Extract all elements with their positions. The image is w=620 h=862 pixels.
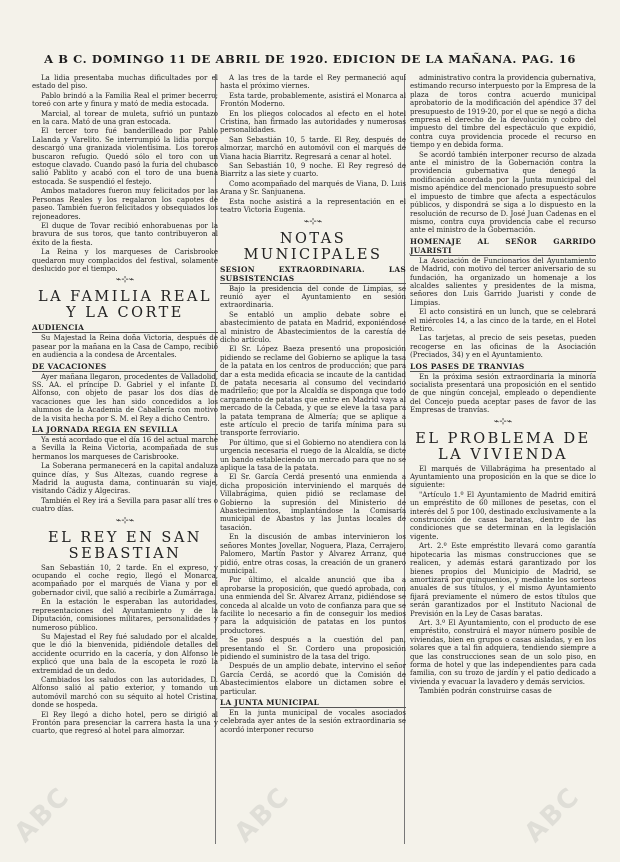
paragraph: Su Majestad el Rey fué saludado por el alcalde, que le dió la bienvenida, pidiéndole detalles del accidente ocurrido en la cacería, y don Alfonso le explicó que una bala de la escopeta le rozó la extremidad de un dedo. (32, 632, 218, 675)
watermark: ABC (8, 781, 77, 849)
paragraph: San Sebastián 10, 5 tarde. El Rey, después de almorzar, marchó en automóvil con el marqués de Viana hacia Biarritz. Regresará a cenar al hotel. (220, 135, 406, 161)
column-1 (32, 74, 218, 737)
paragraph: Art. 2.º Este empréstito llevará como garantía hipotecaria las mismas construcciones que se realicen, y además estará garantizado por los bienes propios del Municipio de Madrid, se amortizará por quinquenios, y mediante los sorteos anuales de sus títulos, y el mismo Ayuntamiento fijará previamente el número de estos títulos que serán garantizados por el Instituto Nacional de Previsión en la Ley de Casas baratas. (410, 542, 596, 618)
paragraph: Como acompañado del marqués de Viana, D. Luis Arana y Sr. Sanjuanena. (220, 179, 406, 197)
paragraph: Después de un amplio debate, intervino el señor García Cerdá, se acordó que la Comisión de Abastecimientos elabore un dictamen sobre el particular. (220, 662, 406, 696)
paragraph: Pablo brindó a la Familia Real el primer becerro; toreó con arte y finura y mató de media estocada. (32, 91, 218, 109)
paragraph: En la discusión de ambas intervinieron los señores Montes Jovellar, Noguera, Plaza, Cerrajero, Palomero, Martín Pastor y Alvarez Arranz, que pidió, entre otras cosas, la creación de un granero municipal. (220, 533, 406, 575)
paragraph: San Sebastián 10, 9 noche. El Rey regresó de Biarritz a las siete y cuarto. (220, 162, 406, 179)
paragraph: Por último, el alcalde anunció que iba a aprobarse la proposición, que quedó aprobada, con una enmienda del Sr. Alvarez Arranz, pidiéndose se conceda al alcalde un voto de confianza para que se facilite lo necesario a fin de conseguir los medios para la adquisición de patatas en los puntos productores. (220, 576, 406, 635)
subheading: LA JUNTA MUNICIPAL (220, 698, 406, 708)
paragraph: Bajo la presidencia del conde de Limpias, se reunió ayer el Ayuntamiento en sesión extraordinaria. (220, 284, 406, 310)
section-title: LA FAMILIA REAL Y LA CORTE (37, 289, 213, 322)
watermark: ABC (518, 781, 587, 849)
paragraph: El duque de Tovar recibió enhorabuenas por la bravura de sus toros, que tanto contribuyeron al éxito de la fiesta. (32, 221, 218, 247)
paragraph: Art. 3.º El Ayuntamiento, con el producto de ese empréstito, construirá el mayor número posible de viviendas, bien en grupos o casas aisladas, y en los solares que a tal fin adquiera, tendiendo siempre a que las construcciones sean de un solo piso, en forma de hotel y que las independientes para cada familia, con su trozo de jardín y el patio dedicado a vivienda y evacuar la lavadero y demás servicios. (410, 618, 596, 686)
paragraph: El tercer toro fué banderilleado por Pablo Lalanda y Varelito. Se interrumpió la lidia porque descargó una granizada violentísima. Los toreros buscaron refugio. Quedó sólo el toro con un estoque clavado. Cuando pasó la furia del chubasco salió Pablito y acabó con el toro de una buena estocada. Se suspendió el festejo. (32, 127, 218, 186)
paragraph: Se acordó también interponer recurso de alzada ante el ministro de la Gobernación contra la providencia gubernativa que denegó la modificación acordada por la Junta municipal del mismo apéndice del mencionado presupuesto sobre el impuesto de timbre que afecta a espectáculos públicos, y dispondrá se siga a lo dispuesto en la resolución de recurso de D. José Juan Cadenas en el mismo, contra cuya providencia cabe el recurso ante el ministro de la Gobernación. (410, 150, 596, 235)
paragraph: En la próxima sesión extraordinaria la minoría socialista presentará una proposición en el sentido de que ningún concejal, empleado o dependiente del Concejo pueda aceptar pases de favor de las Empresas de tranvías. (410, 372, 596, 415)
paragraph: El acto consistirá en un lunch, que se celebrará el miércoles 14, a las cinco de la tarde, en el Hotel Retiro. (410, 308, 596, 333)
column-2 (220, 74, 406, 735)
paragraph: administrativo contra la providencia gubernativa, estimando recurso interpuesto por la Empresa de la plaza de toros contra acuerdo municipal aprobatorio de la modificación del apéndice 37 del presupuesto de 1919-20, por el que se negó a dicha empresa el derecho de la devolución y cobro del impuesto del timbre del espectáculo que expidió, contra cuya providencia procede el recurso en tiempo y en debida forma. (410, 74, 596, 150)
subheading: LOS PASES DE TRANVIAS (410, 362, 596, 372)
section-title: EL PROBLEMA DE LA VIVIENDA (415, 430, 591, 463)
paragraph: Ayer mañana llegaron, procedentes de Valladolid, SS. AA. el príncipe D. Gabriel y el infante D. Alfonso, con objeto de pasar los dos días de vacaciones que les han sido concedidos a los alumnos de la Academia de Caballería con motivo de la visita hecha por S. M. el Rey a dicho Centro. (32, 372, 218, 423)
subheading: LA JORNADA REGIA EN SEVILLA (32, 425, 218, 435)
paragraph: El marqués de Villabrágima ha presentado al Ayuntamiento una proposición en la que se dice lo siguiente: (410, 464, 596, 490)
paragraph: En los pliegos colocados al efecto en el hotel Cristina, han firmado las autoridades y numerosas personalidades. (220, 109, 406, 135)
paragraph: En la junta municipal de vocales asociados celebrada ayer antes de la sesión extraordinaria se acordó interponer recurso (220, 709, 406, 734)
paragraph: El Rey llegó a dicho hotel, pero se dirigió al Frontón para presenciar la carrera hasta la una y cuarto, que regresó al hotel para almorzar. (32, 710, 218, 736)
paragraph: Esta tarde, probablemente, asistirá el Monarca al Frontón Moderno. (220, 91, 406, 109)
paragraph: Se entabló un amplio debate sobre el abastecimiento de patata en Madrid, exponiéndose al ministro de Abastecimientos de la carestía de dicho artículo. (220, 310, 406, 344)
paragraph: Las tarjetas, al precio de seis pesetas, pueden recogerse en las oficinas de la Asociación (Preciados, 34) y en el Ayuntamiento. (410, 334, 596, 360)
subheading: SESION EXTRAORDINARIA. LAS SUBSISTENCIAS (220, 264, 406, 283)
paragraph: También el Rey irá a Sevilla para pasar allí tres o cuatro días. (32, 496, 218, 514)
paragraph: Marcial, al torear de muleta, sufrió un puntazo en la cara. Mató de una gran estocada. (32, 109, 218, 127)
paragraph: Ambos matadores fueron muy felicitados por las Personas Reales y los regalaron los capotes de paseo. También fueron felicitados y obsequiados los rejoneadores. (32, 187, 218, 221)
paragraph: San Sebastián 10, 2 tarde. En el expreso, y ocupando el coche regio, llegó el Monarca, acompañado por el marqués de Viana y por el gobernador civil, que salió a recibirle a Zumárraga. (32, 563, 218, 597)
paragraph: El Sr. López Baeza presentó una proposición pidiendo se reclame del Gobierno se aplique la tasa de la patata en los centros de producción; que para dar a esta medida eficacia se incaute de la cantidad de patata necesaria al consumo del vecindario madrileño; que por la Alcaldía se disponga que todo cargamento de patatas que entre en Madrid vaya al mercado de la Cebada, y que se eleve la tasa para la patata temprana de Almería; que se aplique a este artículo el precio de tarifa mínima para su transporte ferroviario. (220, 345, 406, 438)
section-title: NOTAS MUNICIPALES (243, 230, 383, 263)
paragraph: Cambiados los saludos con las autoridades, D. Alfonso salió al patio exterior, y tomando un automóvil marchó con su séquito al hotel Cristina, donde se hospeda. (32, 675, 218, 710)
paragraph: "Artículo 1.º El Ayuntamiento de Madrid emitirá un empréstito de 60 millones de pesetas, con el interés del 5 por 100, destinado exclusivamente a la construcción de casas baratas, dentro de las condiciones que se determinan en la legislación vigente. (410, 490, 596, 541)
paragraph: La Reina y los marqueses de Carisbrooke quedaron muy complacidos del festival, solamente deslucido por el tiempo. (32, 248, 218, 273)
column-3 (410, 74, 596, 697)
section-title: EL REY EN SAN SEBASTIAN (48, 529, 202, 562)
paragraph: El Sr. García Cerdá presentó una enmienda a dicha proposición interviniendo el marqués de Villabrágima, quien pidió se reclamase del Gobierno la supresión del Ministerio de Abastecimientos, implantándose la Comisaría municipal de Abastos y las Juntas locales de tasación. (220, 473, 406, 532)
watermark: ABC (228, 781, 297, 849)
ornament-divider: ⌁⊹⌁ (115, 275, 135, 286)
page-header: A B C. DOMINGO 11 DE ABRIL DE 1920. EDICION DE LA MAÑANA. PAG. 16 (44, 52, 576, 66)
paragraph: En la estación le esperaban las autoridades, representaciones del Ayuntamiento y de la Diputación, comisiones militares, personalidades y numeroso público. (32, 598, 218, 632)
subheading: DE VACACIONES (32, 362, 218, 372)
paragraph: La Soberana permanecerá en la capital andaluza quince días, y Sus Altezas, cuando regrese a Madrid la augusta dama, continuarán su viaje, visitando Cádiz y Algeciras. (32, 462, 218, 496)
ornament-divider: ⌁⊹⌁ (115, 515, 135, 526)
paragraph: A las tres de la tarde el Rey permaneció aquí hasta el próximo viernes. (220, 74, 406, 91)
ornament-divider: ⌁⊹⌁ (303, 216, 323, 227)
subheading: HOMENAJE AL SEÑOR GARRIDO JUARISTI (410, 236, 596, 255)
paragraph: También podrán construirse casas de (419, 687, 552, 696)
paragraph: Esta noche asistirá a la representación en el teatro Victoria Eugenia. (220, 197, 406, 215)
paragraph: Ya está acordado que el día 16 del actual marche a Sevilla la Reina Victoria, acompañada de sus hermanos los marqueses de Carisbrooke. (32, 436, 218, 461)
paragraph: Se pasó después a la cuestión del pan, presentando el Sr. Cordero una proposición pidiendo el suministro de la tasa del trigo. (220, 636, 406, 661)
paragraph: La Asociación de Funcionarios del Ayuntamiento de Madrid, con motivo del tercer aniversario de su fundación, ha organizado un homenaje a los alcaldes salientes y presidentes de la misma, señores don Luis Garrido Juaristi y conde de Limpias. (410, 256, 596, 307)
paragraph: La lidia presentaba muchas dificultades por el estado del piso. (32, 74, 218, 91)
ornament-divider: ⌁⊹⌁ (493, 416, 513, 427)
paragraph: Por último, que si el Gobierno no atendiera con la urgencia necesaria el ruego de la Alcaldía, se dicte un bando estableciendo un mercado para que no se aplique la tasa de la patata. (220, 438, 406, 473)
paragraph: Su Majestad la Reina doña Victoria, después de pasear por la mañana en la Casa de Campo, recibió en audiencia a la condesa de Arcentales. (32, 334, 218, 360)
subheading: AUDIENCIA (32, 323, 218, 333)
